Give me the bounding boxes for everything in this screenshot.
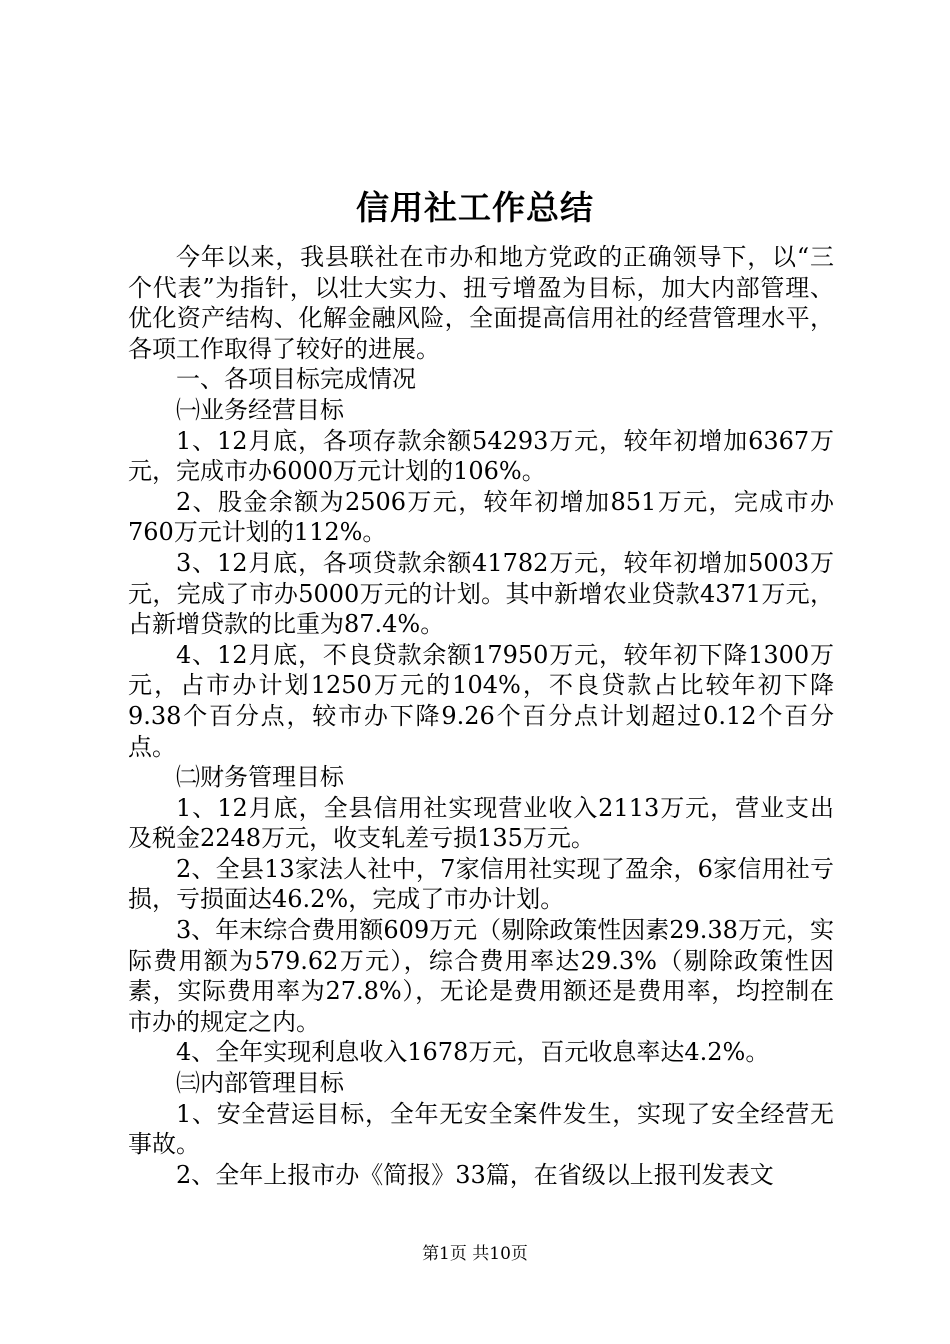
list-item: 3、年末综合费用额609万元（剔除政策性因素29.38万元，实际费用额为579.62万元），综合费用率达29.3%（剔除政策性因素，实际费用率为27.8%），无论是费用额还是费用率，均控制在市办的规定之内。 bbox=[128, 916, 834, 1036]
list-item: 4、全年实现利息收入1678万元，百元收息率达4.2%。 bbox=[176, 1038, 770, 1067]
subsection-heading-finance: ㈡财务管理目标 bbox=[176, 763, 344, 792]
list-item: 2、全年上报市办《简报》33篇，在省级以上报刊发表文 bbox=[176, 1160, 774, 1189]
list-item: 1、12月底，各项存款余额54293万元，较年初增加6367万元，完成市办6000万元计划的106%。 bbox=[128, 426, 834, 486]
section-heading-1: 一、各项目标完成情况 bbox=[176, 365, 416, 394]
list-item: 4、12月底，不良贷款余额17950万元，较年初下降1300万元，占市办计划1250万元的104%，不良贷款占比较年初下降9.38个百分点，较市办下降9.26个百分点计划超过0.12个百分点。 bbox=[128, 640, 834, 761]
list-item: 1、12月底，全县信用社实现营业收入2113万元，营业支出及税金2248万元，收支轧差亏损135万元。 bbox=[128, 793, 834, 853]
subsection-heading-internal: ㈢内部管理目标 bbox=[176, 1069, 344, 1098]
subsection-heading-business: ㈠业务经营目标 bbox=[176, 395, 344, 424]
list-item: 1、安全营运目标，全年无安全案件发生，实现了安全经营无事故。 bbox=[128, 1099, 834, 1159]
intro-paragraph: 今年以来，我县联社在市办和地方党政的正确领导下，以“三个代表”为指针，以壮大实力、扭亏增盈为目标，加大内部管理、优化资产结构、化解金融风险，全面提高信用社的经营管理水平，各项工作取得了较好的进展。 bbox=[128, 243, 834, 363]
page-number-footer: 第1页 共10页 bbox=[422, 1244, 528, 1264]
list-item: 2、全县13家法人社中，7家信用社实现了盈余，6家信用社亏损，亏损面达46.2%，完成了市办计划。 bbox=[128, 854, 834, 914]
document-title: 信用社工作总结 bbox=[356, 188, 594, 227]
list-item: 3、12月底，各项贷款余额41782万元，较年初增加5003万元，完成了市办5000万元的计划。其中新增农业贷款4371万元，占新增贷款的比重为87.4%。 bbox=[128, 548, 834, 639]
document-body bbox=[128, 242, 834, 1190]
list-item: 2、股金余额为2506万元，较年初增加851万元，完成市办760万元计划的112%。 bbox=[128, 487, 834, 547]
